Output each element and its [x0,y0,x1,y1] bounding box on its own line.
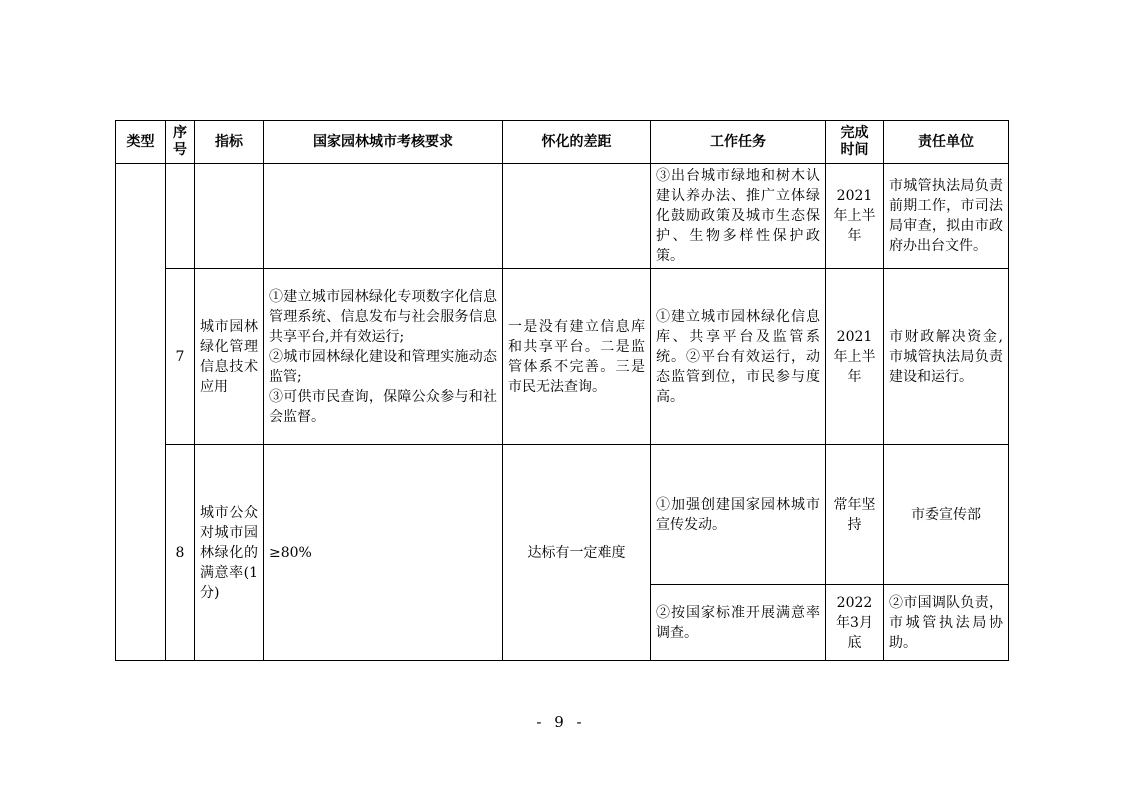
gap-cell [503,164,651,269]
page-number: - 9 - [536,713,586,731]
unit-cell: ②市国调队负责，市城管执法局协助。 [884,585,1009,661]
table-row [116,445,1009,585]
task-cell: ③出台城市绿地和树木认建认养办法、推广立体绿化鼓励政策及城市生态保护、生物多样性保护政策。 [651,164,826,269]
header-unit: 责任单位 [884,121,1009,164]
time-cell: 常年坚持 [826,445,884,585]
time-cell: 2021年上半年 [826,164,884,269]
header-gap: 怀化的差距 [503,121,651,164]
requirement-cell: ①建立城市园林绿化专项数字化信息管理系统、信息发布与社会服务信息共享平台,并有效运行; ②城市园林绿化建设和管理实施动态监管; ③可供市民查询，保障公众参与和社会监督。 [264,269,503,445]
assessment-table [115,120,1009,661]
table-row [116,164,1009,269]
header-seq: 序号 [166,121,195,164]
requirement-cell [264,164,503,269]
gap-cell: 一是没有建立信息库和共享平台。二是监管体系不完善。三是市民无法查询。 [503,269,651,445]
header-time: 完成时间 [826,121,884,164]
seq-cell: 7 [166,269,195,445]
time-cell: 2022年3月底 [826,585,884,661]
header-requirement: 国家园林城市考核要求 [264,121,503,164]
header-task: 工作任务 [651,121,826,164]
indicator-cell: 城市公众对城市园林绿化的满意率(1分) [195,445,264,661]
time-cell: 2021年上半年 [826,269,884,445]
task-cell: ①建立城市园林绿化信息库、共享平台及监管系统。②平台有效运行，动态监管到位，市民参与度高。 [651,269,826,445]
unit-cell: 市财政解决资金,市城管执法局负责建设和运行。 [884,269,1009,445]
indicator-cell [195,164,264,269]
type-cell [116,164,166,661]
gap-cell: 达标有一定难度 [503,445,651,661]
unit-cell: 市城管执法局负责前期工作，市司法局审查，拟由市政府办出台文件。 [884,164,1009,269]
header-indicator: 指标 [195,121,264,164]
task-cell: ②按国家标准开展满意率调查。 [651,585,826,661]
requirement-cell: ≥80% [264,445,503,661]
seq-cell: 8 [166,445,195,661]
header-type: 类型 [116,121,166,164]
unit-cell: 市委宣传部 [884,445,1009,585]
task-cell: ①加强创建国家园林城市宣传发动。 [651,445,826,585]
table-header-row [116,121,1009,164]
seq-cell [166,164,195,269]
indicator-cell: 城市园林绿化管理信息技术应用 [195,269,264,445]
table-row [116,269,1009,445]
